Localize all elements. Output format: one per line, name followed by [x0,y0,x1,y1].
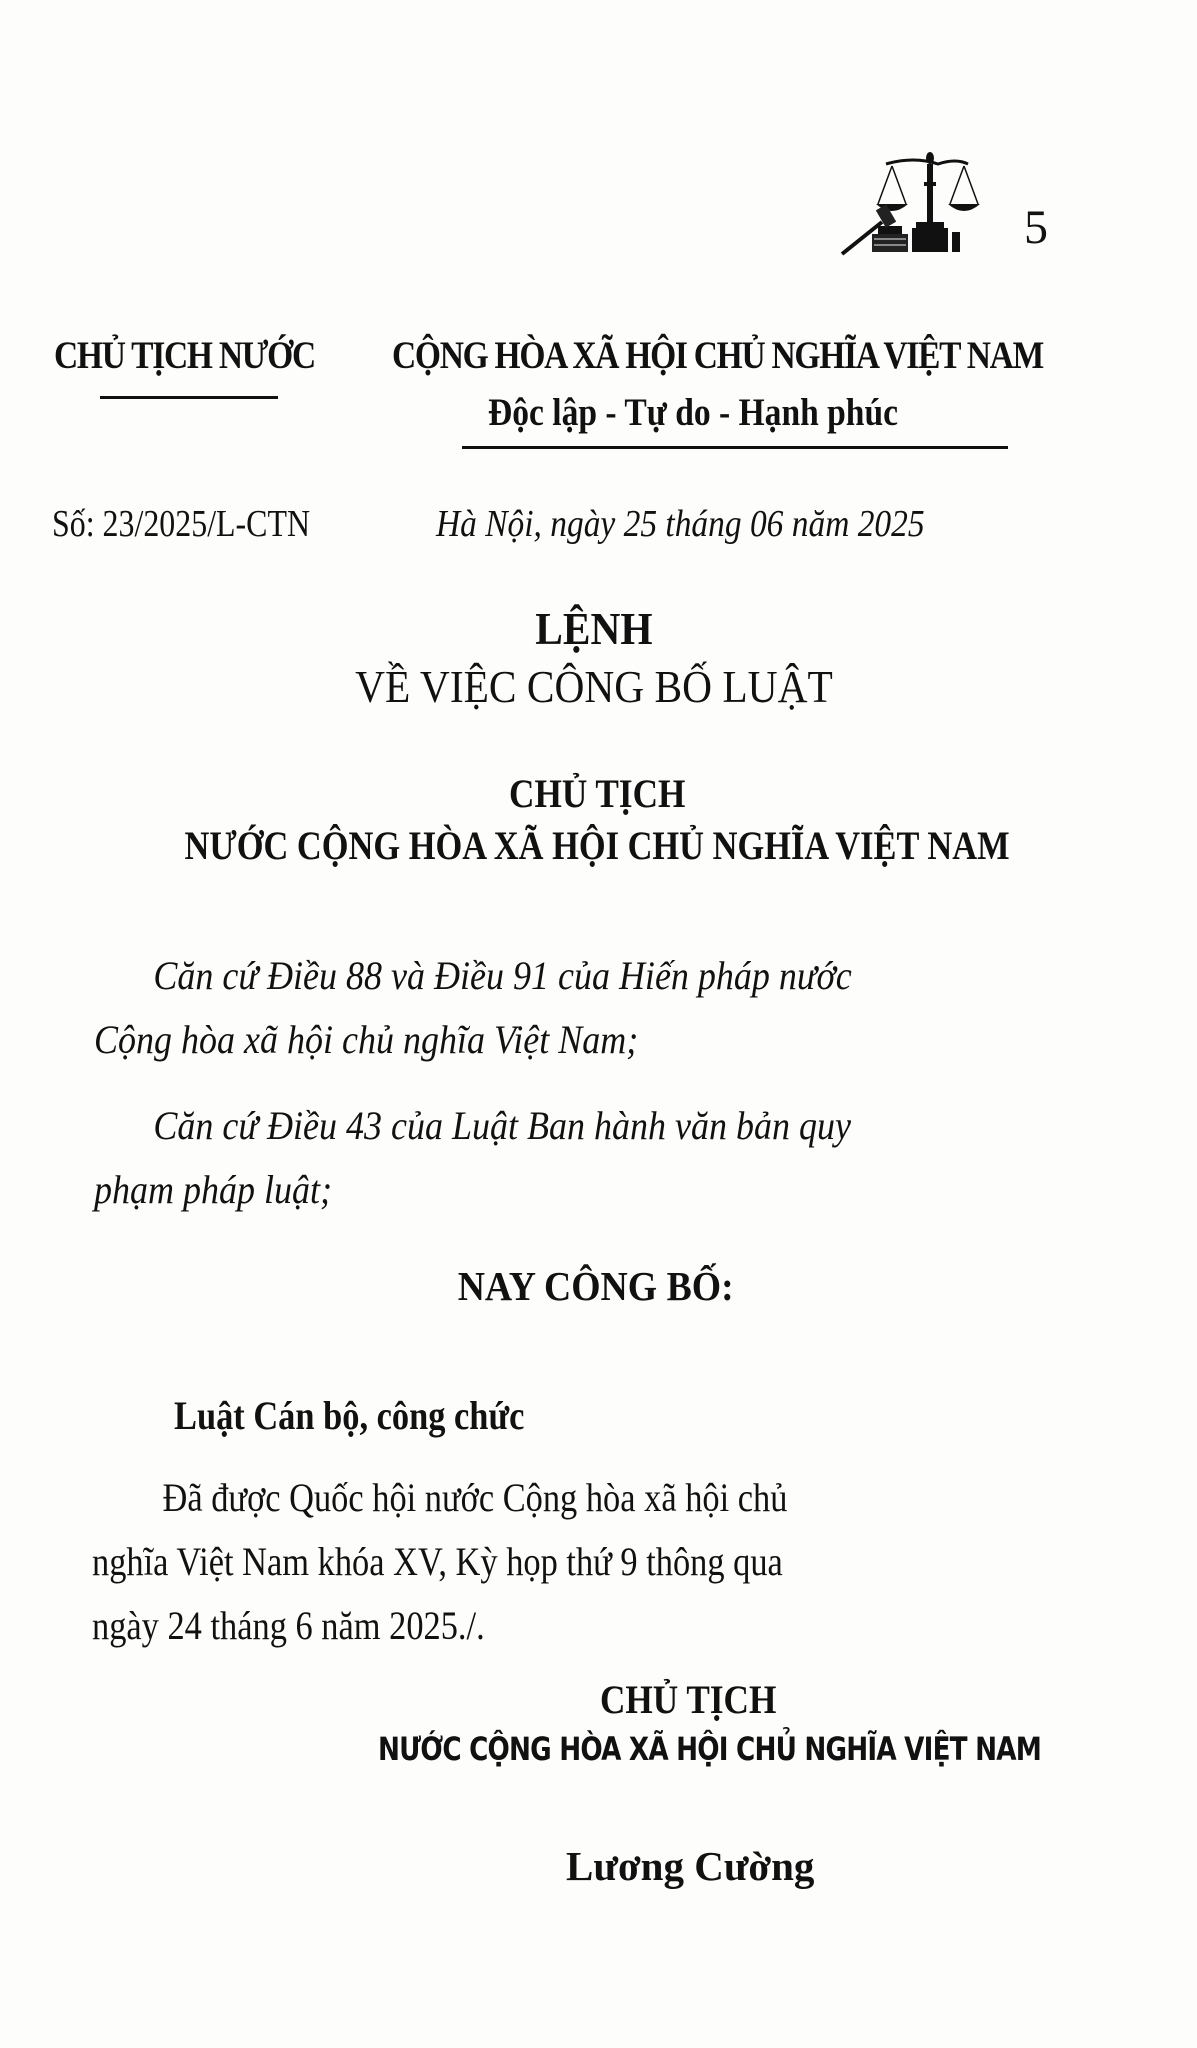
legal-basis-paragraph [94,944,994,1072]
law-title: Luật Cán bộ, công chức [174,1393,525,1438]
national-title: CỘNG HÒA XÃ HỘI CHỦ NGHĨA VIỆT NAM [392,334,1043,377]
passage-line: Đã được Quốc hội nước Cộng hòa xã hội chủ [162,1475,788,1520]
issuing-authority-underline [100,396,278,399]
page-number: 5 [1024,201,1048,254]
legal-basis-line: Căn cứ Điều 43 của Luật Ban hành văn bản quy [153,1103,851,1148]
passage-paragraph [92,1466,952,1658]
legal-basis-paragraph [94,1094,994,1222]
signatory-organization: NƯỚC CỘNG HÒA XÃ HỘI CHỦ NGHĨA VIỆT NAM [378,1730,1041,1768]
document-number: Số: 23/2025/L-CTN [52,503,311,545]
legal-basis-line: Căn cứ Điều 88 và Điều 91 của Hiến pháp nước [153,953,852,998]
document-type-title: LỆNH [535,603,653,654]
passage-line: ngày 24 tháng 6 năm 2025./. [92,1603,485,1648]
announcement-heading: NAY CÔNG BỐ: [457,1263,734,1309]
authority-heading-nation: NƯỚC CỘNG HÒA XÃ HỘI CHỦ NGHĨA VIỆT NAM [184,823,1010,868]
signatory-name: Lương Cường [566,1843,815,1889]
national-motto: Độc lập - Tự do - Hạnh phúc [488,391,898,434]
issuing-authority: CHỦ TỊCH NƯỚC [54,334,315,377]
passage-line: nghĩa Việt Nam khóa XV, Kỳ họp thứ 9 thông qua [92,1539,783,1584]
signatory-title: CHỦ TỊCH [600,1677,777,1722]
authority-heading-title: CHỦ TỊCH [509,771,686,816]
national-motto-underline [462,446,1008,449]
document-subject-title: VỀ VIỆC CÔNG BỐ LUẬT [355,661,833,712]
legal-basis-line: phạm pháp luật; [94,1167,332,1212]
place-and-date: Hà Nội, ngày 25 tháng 06 năm 2025 [436,503,925,545]
scales-of-justice-and-gavel-icon [828,142,998,257]
legal-basis-line: Cộng hòa xã hội chủ nghĩa Việt Nam; [94,1017,639,1062]
